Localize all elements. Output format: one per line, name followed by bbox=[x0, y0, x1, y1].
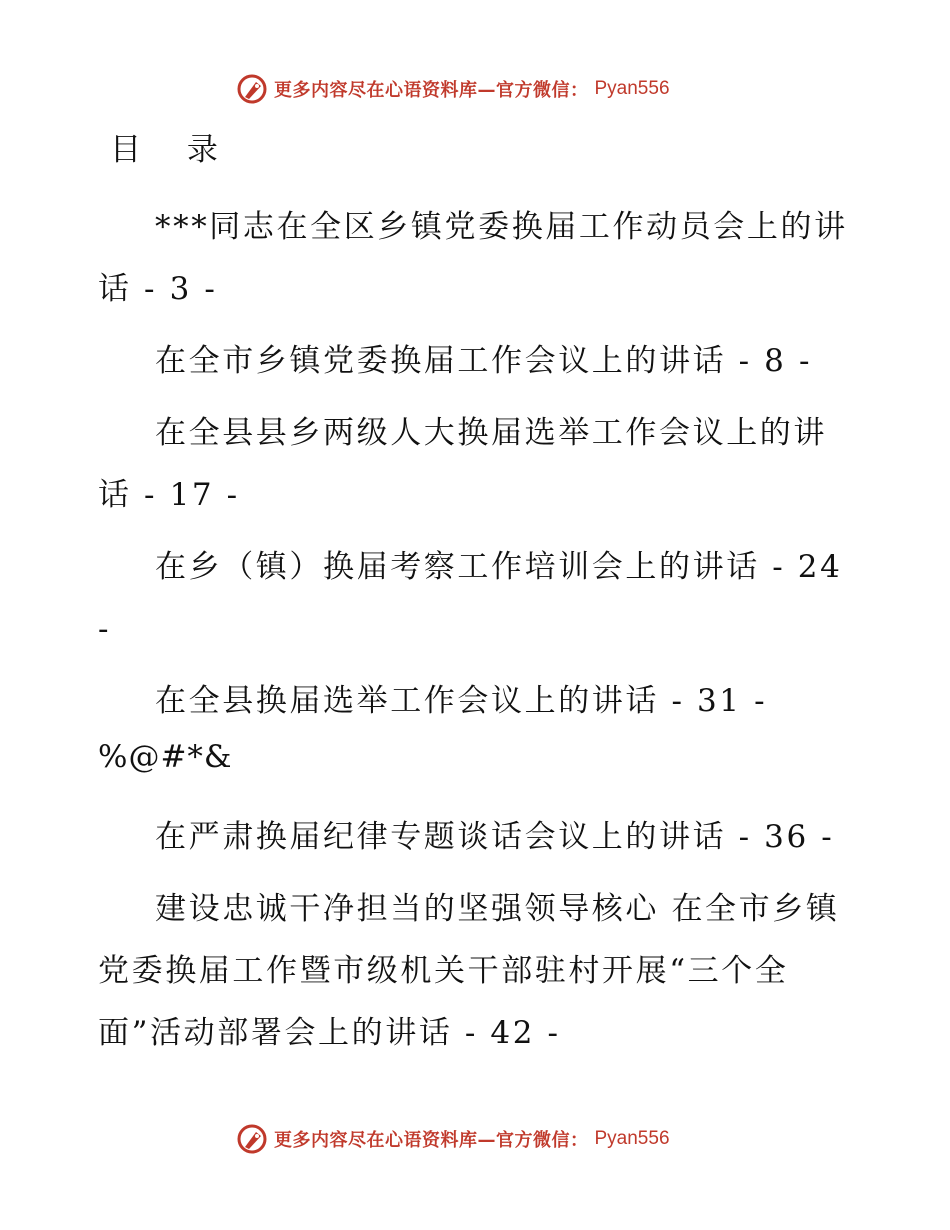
watermark-wechat-id: Pyan556 bbox=[594, 1128, 670, 1149]
watermark-text: 更多内容尽在心语资料库—官方微信： bbox=[274, 1130, 589, 1151]
table-of-contents bbox=[98, 196, 858, 1074]
watermark-wechat-id: Pyan556 bbox=[594, 78, 670, 99]
toc-entry[interactable]: 建设忠诚干净担当的坚强领导核心 在全市乡镇党委换届工作暨市级机关干部驻村开展“三个全面”活动部署会上的讲话 - 42 - bbox=[98, 891, 840, 1051]
garbled-text: %@#*& bbox=[98, 739, 233, 775]
toc-entry[interactable]: 在全县县乡两级人大换届选举工作会议上的讲话 - 17 - bbox=[98, 415, 827, 513]
toc-entry[interactable]: ***同志在全区乡镇党委换届工作动员会上的讲话 - 3 - bbox=[98, 209, 848, 307]
toc-entry[interactable]: 在乡（镇）换届考察工作培训会上的讲话 - 24 - bbox=[98, 549, 843, 647]
toc-entry[interactable]: 在全县换届选举工作会议上的讲话 - 31 - bbox=[155, 683, 768, 719]
watermark-banner-bottom bbox=[236, 1122, 670, 1156]
pen-nib-logo-icon bbox=[236, 1123, 268, 1155]
watermark-text: 更多内容尽在心语资料库—官方微信： bbox=[274, 80, 589, 101]
toc-title: 目 录 bbox=[110, 132, 236, 168]
toc-entry[interactable]: 在严肃换届纪律专题谈话会议上的讲话 - 36 - bbox=[155, 819, 835, 855]
watermark-banner-top bbox=[236, 72, 670, 106]
toc-entry[interactable]: 在全市乡镇党委换届工作会议上的讲话 - 8 - bbox=[155, 343, 813, 379]
pen-nib-logo-icon bbox=[236, 73, 268, 105]
